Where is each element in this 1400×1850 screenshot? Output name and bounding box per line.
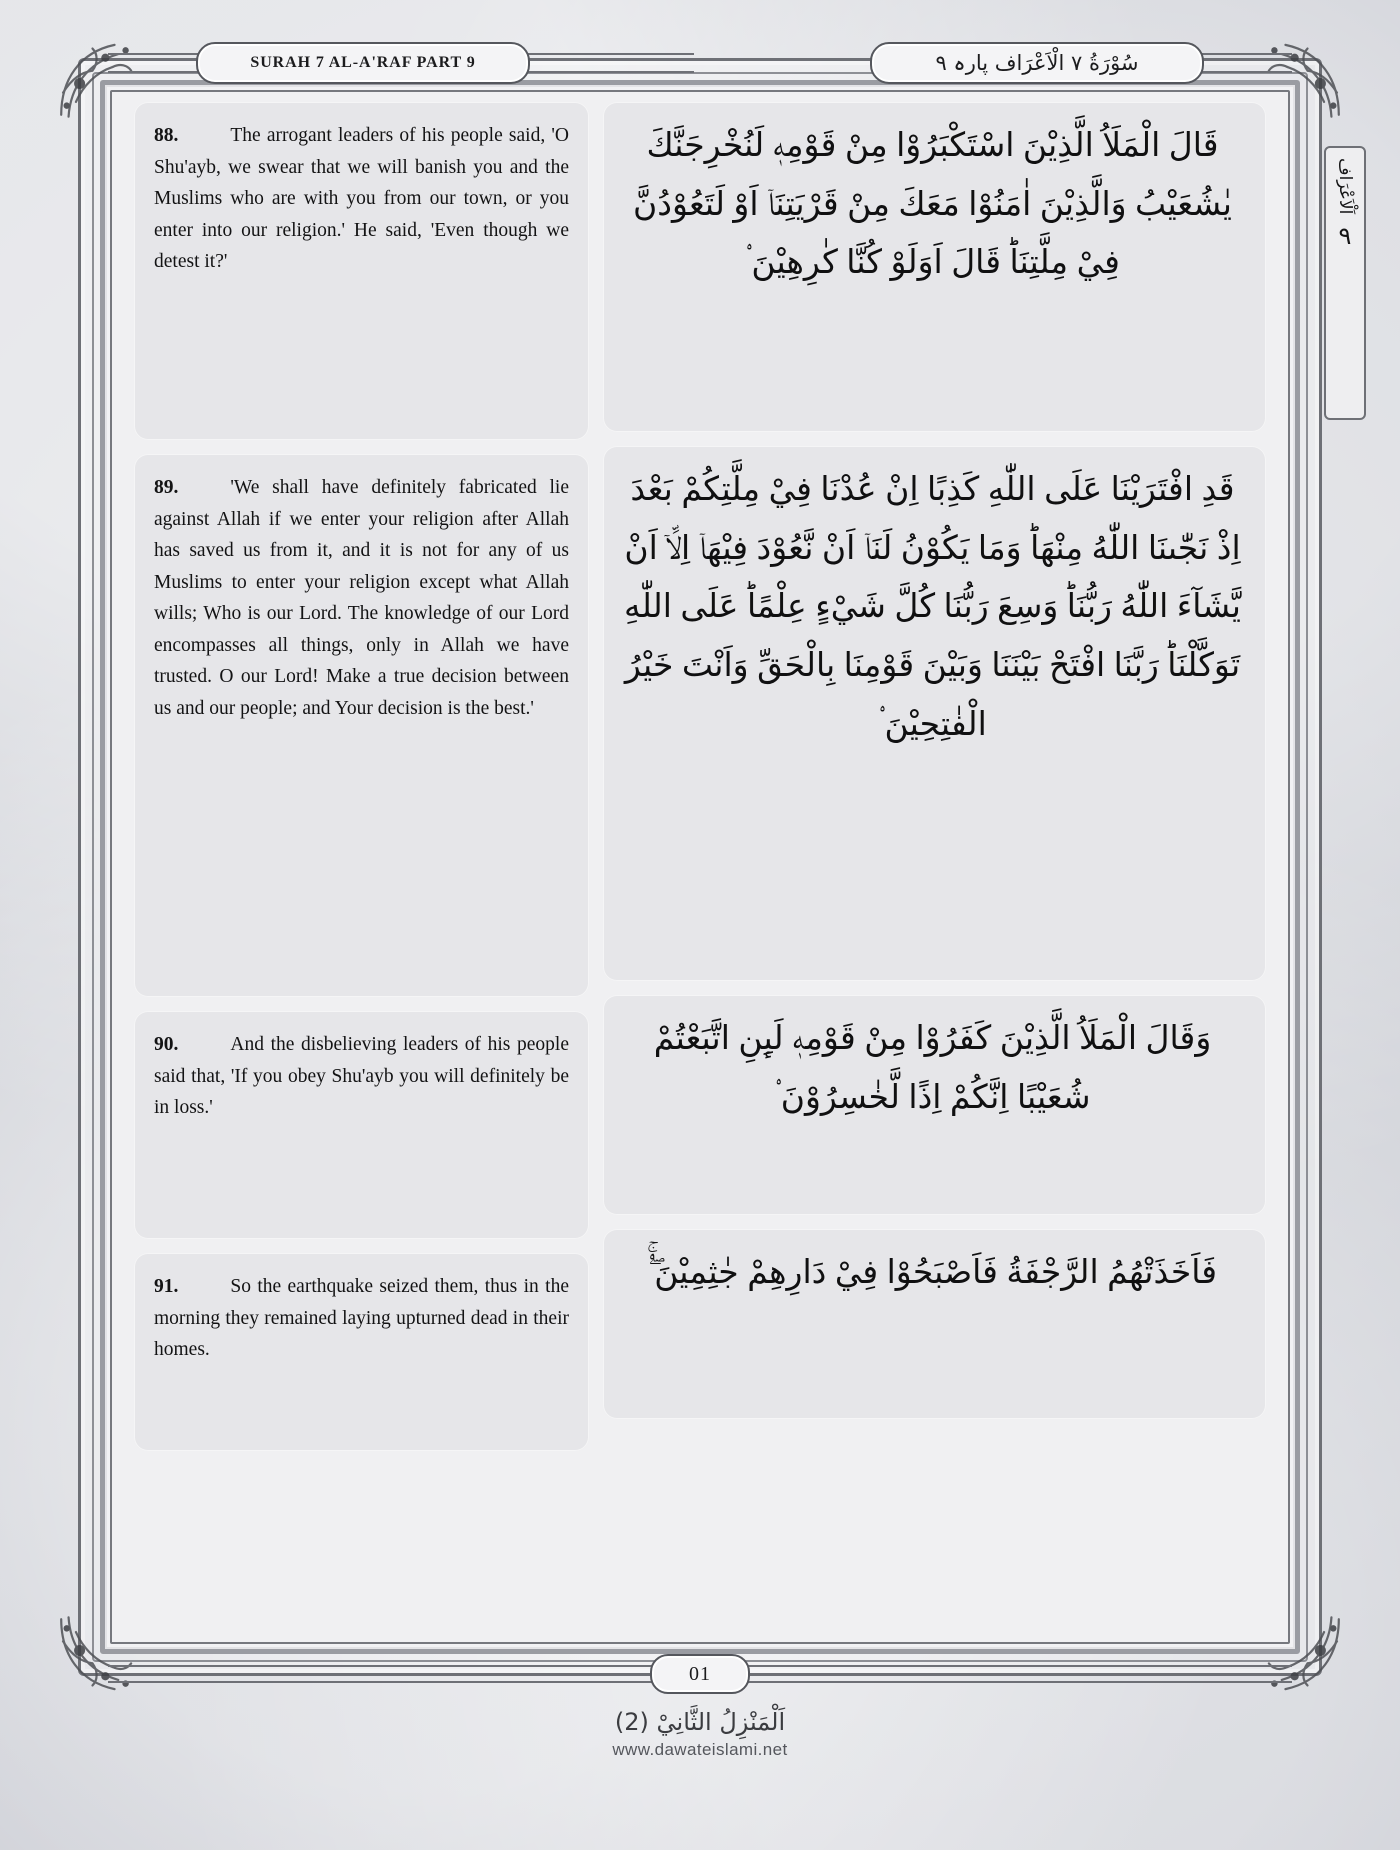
corner-ornament-icon	[1256, 32, 1348, 124]
verse-block-arabic: قَدِ افْتَرَيْنَا عَلَى اللّٰهِ كَذِبًا اِنْ عُدْنَا فِيْ مِلَّتِكُمْ بَعْدَ اِذْ نَجّٰىنَا اللّٰهُ مِنْهَاؕ وَمَا يَكُوْنُ لَنَاۤ اَنْ نَّعُوْدَ فِيْهَاۤ اِلَّاۤ اَنْ يَّشَآءَ اللّٰهُ رَبُّنَاؕ وَسِعَ رَبُّنَا كُلَّ شَيْءٍ عِلْمًاؕ عَلَى اللّٰهِ تَوَكَّلْنَاؕ رَبَّنَا افْتَحْ بَيْنَنَا وَبَيْنَ قَوْمِنَا بِالْحَقِّ وَاَنْتَ خَيْرُ الْفٰتِحِيْنَ ۟	[603, 446, 1266, 981]
page-number-badge	[650, 1654, 750, 1694]
verse-text-english: So the earthquake seized them, thus in the morning they remained laying upturned dead in their homes.	[154, 1276, 569, 1361]
document-footer	[0, 1708, 1400, 1760]
verse-number: 91.	[154, 1276, 179, 1297]
verse-block-arabic: وَقَالَ الْمَلَاُ الَّذِيْنَ كَفَرُوْا مِنْ قَوْمِهٖ لَىِٕنِ اتَّبَعْتُمْ شُعَيْبًا اِنَّكُمْ اِذًا لَّخٰسِرُوْنَ ۟	[603, 995, 1266, 1215]
footer-rule-right	[732, 1665, 1292, 1683]
arabic-text-column	[603, 102, 1266, 1616]
verse-block-english	[134, 1253, 589, 1451]
verse-block-english	[134, 1011, 589, 1239]
corner-ornament-icon	[52, 32, 144, 124]
header-rule-right	[1200, 53, 1292, 73]
website-url: www.dawateislami.net	[612, 1740, 788, 1759]
quran-page	[78, 51, 1355, 1685]
verse-block-english	[134, 102, 589, 440]
surah-title-banner	[196, 42, 530, 84]
verse-number: 88.	[154, 125, 179, 146]
juz-side-tab-label: اَلْاَعْرَاف	[1335, 158, 1355, 215]
header-rule-center	[528, 53, 694, 73]
surah-title-text-arabic: سُوْرَةُ ٧ الْاَعْرَاف پارہ ٩	[935, 51, 1139, 75]
surah-title-banner-arabic	[870, 42, 1204, 84]
page-footer	[78, 1654, 1322, 1694]
verse-text-english: And the disbelieving leaders of his people said that, 'If you obey Shu'ayb you will definitely be in loss.'	[154, 1034, 569, 1119]
juz-side-tab	[1324, 146, 1366, 420]
footer-rule-left	[108, 1665, 668, 1683]
header-rule-left	[108, 53, 200, 73]
verse-text-english: The arrogant leaders of his people said, 'O Shu'ayb, we swear that we will banish you and the Muslims who are with you from our town, or you enter into our religion.' He said, 'Even though we detest it?'	[154, 125, 569, 273]
verse-number: 89.	[154, 477, 179, 498]
verse-text-english: 'We shall have definitely fabricated lie against Allah if we enter your religion after Allah has saved us from it, and it is not for any of us Muslims to enter your religion except what Allah wills; Who is our Lord. The knowledge of our Lord encompasses all things, only in Allah we have trusted. O our Lord! Make a true decision between us and our people; and Your decision is the best.'	[154, 477, 569, 720]
verse-content	[134, 102, 1266, 1616]
juz-side-tab-number: ٩	[1338, 222, 1352, 251]
verse-block-english	[134, 454, 589, 997]
surah-title-text: SURAH 7 AL-A'RAF PART 9	[250, 54, 476, 71]
verse-number: 90.	[154, 1034, 179, 1055]
verse-block-arabic: قَالَ الْمَلَاُ الَّذِيْنَ اسْتَكْبَرُوْا مِنْ قَوْمِهٖ لَنُخْرِجَنَّكَ يٰشُعَيْبُ وَالَّذِيْنَ اٰمَنُوْا مَعَكَ مِنْ قَرْيَتِنَاۤ اَوْ لَتَعُوْدُنَّ فِيْ مِلَّتِنَاؕ قَالَ اَوَلَوْ كُنَّا كٰرِهِيْنَ ۟	[603, 102, 1266, 432]
verse-block-arabic: فَاَخَذَتْهُمُ الرَّجْفَةُ فَاَصْبَحُوْا فِيْ دَارِهِمْ جٰثِمِيْنَ ۟ۚۖ	[603, 1229, 1266, 1419]
page-number-text: 01	[689, 1662, 711, 1685]
manzil-label: اَلْمَنْزِلُ الثَّانِيْ (2)	[614, 1708, 786, 1736]
english-translation-column	[134, 102, 589, 1616]
